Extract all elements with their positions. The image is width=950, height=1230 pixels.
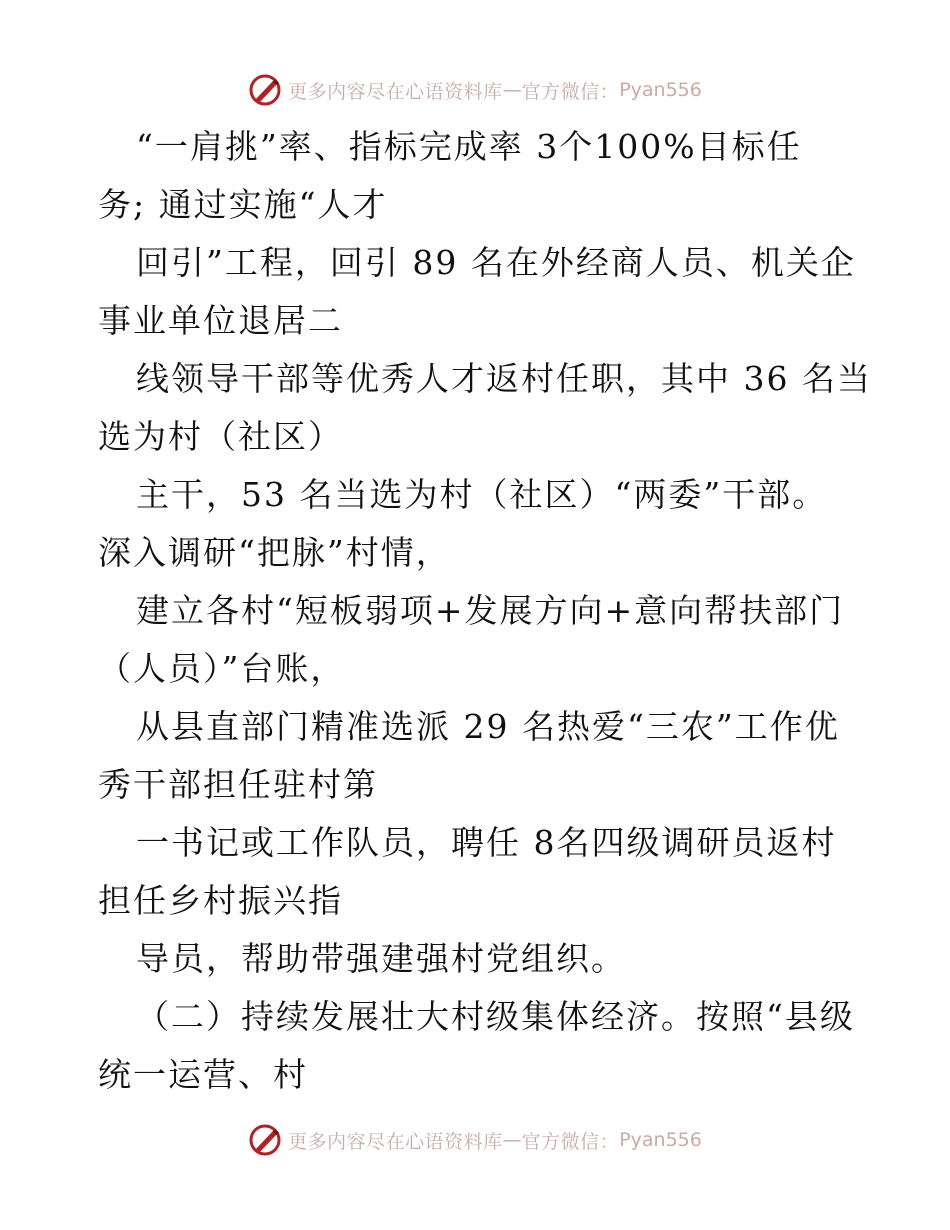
body-line: 从县直部门精准选派 29 名热爱“三农”工作优 [136,707,840,746]
header-watermark [0,70,950,110]
body-line: 建立各村“短板弱项+发展方向+意向帮扶部门 [136,591,845,630]
watermark-dash: — [502,79,522,101]
body-line: 导员，帮助带强建强村党组织。 [136,939,626,978]
watermark-site-text: 更多内容尽在心语资料库 [288,80,503,103]
body-line: 回引”工程，回引 89 名在外经商人员、机关企 [136,243,856,282]
body-line: （人员）”台账， [98,649,346,688]
body-line: 选为村（社区） [98,417,343,456]
body-line: 秀干部担任驻村第 [98,765,378,804]
watermark-official-label: 官方微信： [521,1130,620,1153]
pen-logo-icon [248,1123,282,1157]
watermark-site-text: 更多内容尽在心语资料库 [288,1130,503,1153]
watermark-dash: — [502,1129,522,1151]
body-line: 深入调研“把脉”村情， [98,533,451,572]
pen-logo-icon [248,73,282,107]
watermark-official-label: 官方微信： [521,80,620,103]
body-line: 一书记或工作队员，聘任 8名四级调研员返村 [136,823,837,862]
body-line: 线领导干部等优秀人才返村任职，其中 36 名当 [136,359,872,398]
body-line: 主干，53 名当选为村（社区）“两委”干部。 [136,475,828,514]
body-line: 担任乡村振兴指 [98,881,343,920]
body-line: 事业单位退居二 [98,301,343,340]
footer-watermark [0,1120,950,1160]
watermark-wechat-id: Pyan556 [619,79,702,101]
body-line: “一肩挑”率、指标完成率 3个100%目标任 [136,127,802,166]
watermark-wechat-id: Pyan556 [619,1129,702,1151]
body-line: 统一运营、村 [98,1055,308,1094]
body-line: 务; 通过实施“人才 [98,185,388,224]
body-line: （二）持续发展壮大村级集体经济。按照“县级 [136,997,855,1036]
